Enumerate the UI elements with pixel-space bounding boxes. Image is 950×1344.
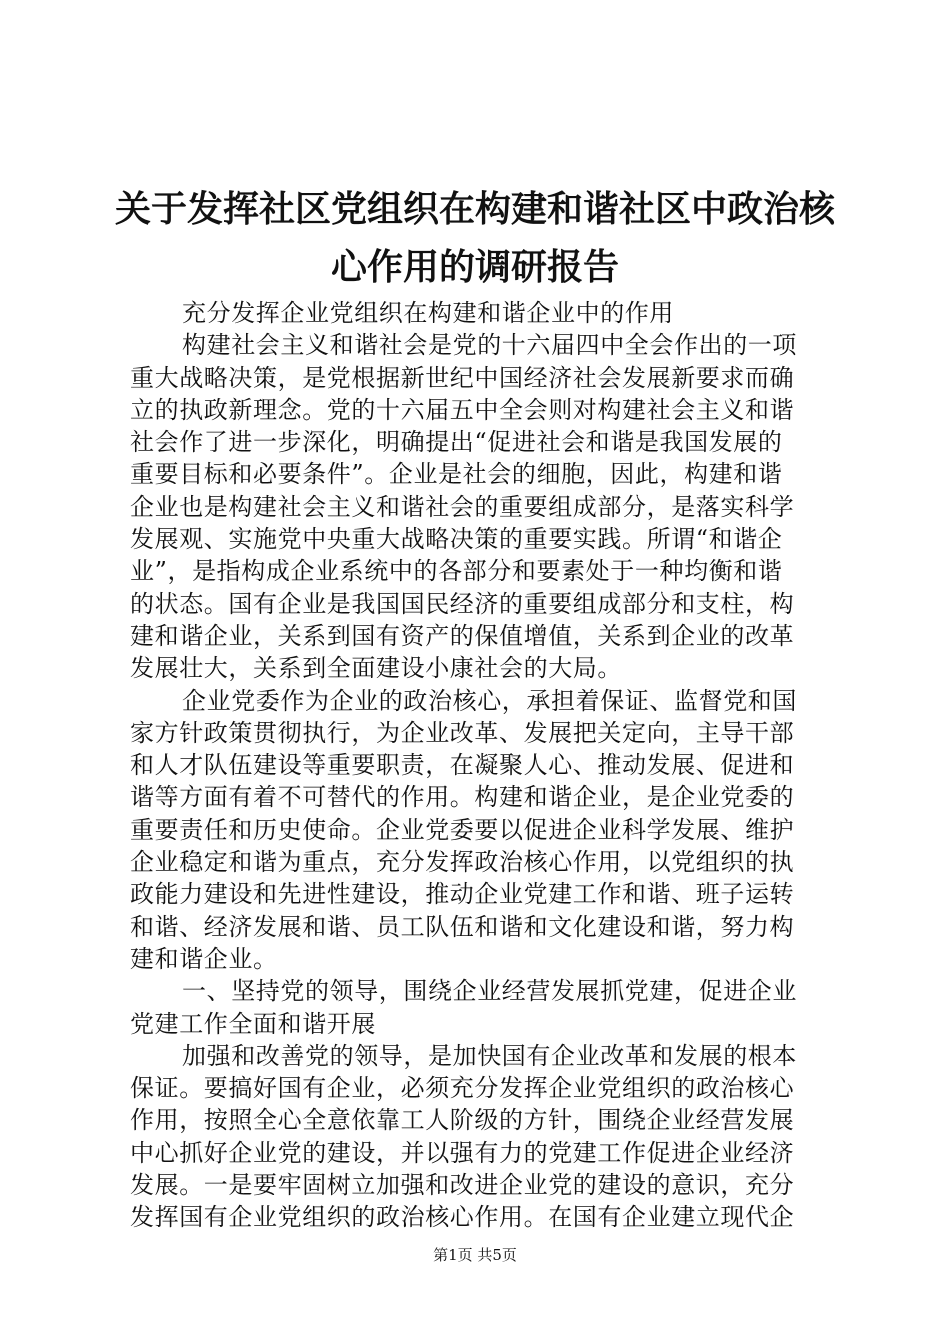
body-line: 企业党委作为企业的政治核心，承担着保证、监督党和国 bbox=[182, 686, 797, 715]
body-line: 建和谐企业，关系到国有资产的保值增值，关系到企业的改革 bbox=[130, 621, 795, 650]
document-title-line-2: 心作用的调研报告 bbox=[330, 247, 619, 288]
body-line: 谐等方面有着不可替代的作用。构建和谐企业，是企业党委的 bbox=[130, 783, 795, 812]
body-line: 发挥国有企业党组织的政治核心作用。在国有企业建立现代企 bbox=[130, 1203, 795, 1232]
body-line: 和谐、经济发展和谐、员工队伍和谐和文化建设和谐，努力构 bbox=[130, 912, 795, 941]
body-line: 构建社会主义和谐社会是党的十六届四中全会作出的一项 bbox=[182, 331, 797, 360]
body-line: 社会作了进一步深化，明确提出“促进社会和谐是我国发展的 bbox=[130, 428, 783, 457]
document-title-line-1: 关于发挥社区党组织在构建和谐社区中政治核 bbox=[114, 189, 835, 230]
body-line: 建和谐企业。 bbox=[130, 944, 278, 973]
body-line: 作用，按照全心全意依靠工人阶级的方针，围绕企业经营发展 bbox=[130, 1106, 795, 1135]
body-line: 加强和改善党的领导，是加快国有企业改革和发展的根本 bbox=[182, 1041, 797, 1070]
page-footer: 第1页 共5页 bbox=[433, 1246, 517, 1264]
body-line: 重大战略决策，是党根据新世纪中国经济社会发展新要求而确 bbox=[130, 363, 795, 392]
body-line: 家方针政策贯彻执行，为企业改革、发展把关定向，主导干部 bbox=[130, 718, 795, 747]
document-body bbox=[130, 297, 832, 1234]
body-line: 发展观、实施党中央重大战略决策的重要实践。所谓“和谐企 bbox=[130, 525, 783, 554]
body-line: 发展。一是要牢固树立加强和改进企业党的建设的意识，充分 bbox=[130, 1171, 795, 1200]
section-heading-line: 党建工作全面和谐开展 bbox=[130, 1009, 376, 1038]
body-line: 企业也是构建社会主义和谐社会的重要组成部分，是落实科学 bbox=[130, 492, 795, 521]
body-line: 发展壮大，关系到全面建设小康社会的大局。 bbox=[130, 654, 622, 683]
section-heading-line: 一、坚持党的领导，围绕企业经营发展抓党建，促进企业 bbox=[182, 977, 797, 1006]
body-line: 企业稳定和谐为重点，充分发挥政治核心作用，以党组织的执 bbox=[130, 848, 795, 877]
body-line: 重要目标和必要条件”。企业是社会的细胞，因此，构建和谐 bbox=[130, 460, 783, 489]
subtitle-line: 充分发挥企业党组织在构建和谐企业中的作用 bbox=[182, 299, 674, 327]
body-line: 中心抓好企业党的建设，并以强有力的党建工作促进企业经济 bbox=[130, 1138, 795, 1167]
body-line: 重要责任和历史使命。企业党委要以促进企业科学发展、维护 bbox=[130, 815, 795, 844]
body-line: 业”，是指构成企业系统中的各部分和要素处于一种均衡和谐 bbox=[130, 557, 783, 586]
body-line: 政能力建设和先进性建设，推动企业党建工作和谐、班子运转 bbox=[130, 880, 795, 909]
body-line: 的状态。国有企业是我国国民经济的重要组成部分和支柱，构 bbox=[130, 589, 795, 618]
body-line: 和人才队伍建设等重要职责，在凝聚人心、推动发展、促进和 bbox=[130, 751, 795, 780]
body-line: 保证。要搞好国有企业，必须充分发挥企业党组织的政治核心 bbox=[130, 1074, 795, 1103]
body-line: 立的执政新理念。党的十六届五中全会则对构建社会主义和谐 bbox=[130, 395, 795, 424]
